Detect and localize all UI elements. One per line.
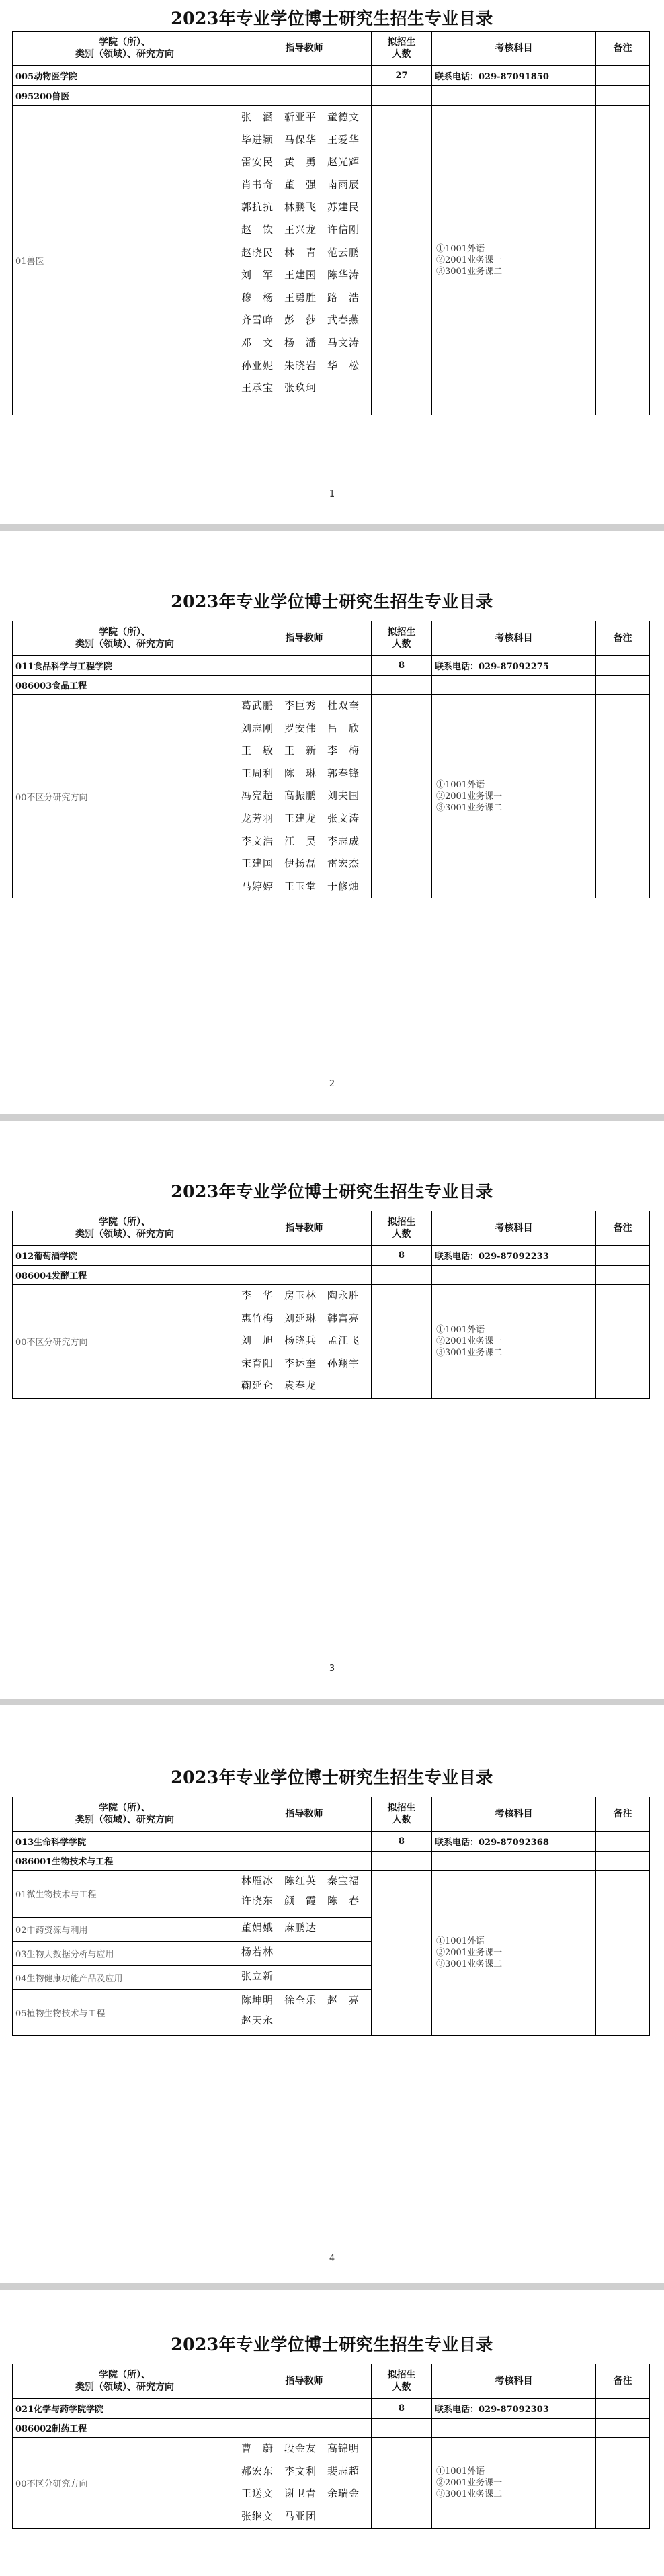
college-row (13, 1246, 650, 1266)
page-title: 2023年专业学位博士研究生招生专业目录 (171, 1768, 493, 1787)
header-tutor: 指导教师 (237, 32, 372, 66)
tutor-line: 王承宝 张玖珂 (241, 382, 317, 394)
direction-name: 04生物健康功能产品及应用 (13, 1966, 237, 1990)
page-title: 2023年专业学位博士研究生招生专业目录 (171, 9, 493, 28)
catalog-table (12, 1211, 650, 1399)
major-row (13, 1266, 650, 1285)
tutor-line: 林雁冰 陈红英 秦宝福 (241, 1875, 360, 1887)
header-dept: 学院（所）、 类别（领域）、研究方向 (13, 621, 237, 656)
table-header-row (13, 2364, 650, 2399)
header-remark: 备注 (596, 1211, 650, 1246)
tutor-line: 葛武鹏 李巨秀 杜双奎 (241, 699, 360, 712)
header-dept: 学院（所）、 类别（领域）、研究方向 (13, 1211, 237, 1246)
major-row (13, 2419, 650, 2438)
tutor-line: 曹 蔚 段金友 高锦明 (241, 2442, 360, 2454)
contact-phone: 联系电话：029-87092303 (432, 2399, 596, 2419)
tutor-line: 惠竹梅 刘延琳 韩富亮 (241, 1312, 360, 1324)
direction-name: 01微生物技术与工程 (13, 1871, 237, 1918)
direction-name: 01兽医 (13, 106, 237, 415)
table-header-row (13, 1797, 650, 1832)
tutor-line: 赵天永 (241, 2014, 274, 2026)
page-number: 2 (329, 1079, 335, 1089)
page-3 (0, 1121, 664, 1699)
tutor-line: 杨若林 (241, 1946, 274, 1958)
tutor-line: 龙芳羽 王建龙 张文涛 (241, 812, 360, 824)
college-row (13, 1832, 650, 1852)
tutor-line: 齐雪峰 彭 莎 武春燕 (241, 314, 360, 327)
direction-row (13, 106, 650, 415)
table-header-row (13, 1211, 650, 1246)
contact-phone: 联系电话：029-87092275 (432, 656, 596, 676)
header-exam: 考核科目 (432, 1797, 596, 1832)
direction-row (13, 1871, 650, 1918)
exam-subjects: ①1001外语 ②2001业务课一 ③3001业务课二 (432, 106, 596, 415)
page-title: 2023年专业学位博士研究生招生专业目录 (171, 2335, 493, 2354)
college-name: 011食品科学与工程学院 (13, 656, 237, 676)
tutor-line: 冯宪超 高振鹏 刘夫国 (241, 789, 360, 802)
page-2 (0, 531, 664, 1114)
header-remark: 备注 (596, 32, 650, 66)
college-row (13, 2399, 650, 2419)
page-title: 2023年专业学位博士研究生招生专业目录 (171, 1182, 493, 1201)
tutor-line: 马婷婷 王玉堂 于修烛 (241, 879, 360, 892)
tutor-line: 李 华 房玉林 陶永胜 (241, 1289, 360, 1301)
tutor-line: 王周利 陈 琳 郭春锋 (241, 767, 360, 779)
contact-phone: 联系电话：029-87092233 (432, 1246, 596, 1266)
tutor-list (237, 1285, 372, 1399)
tutor-list (237, 2438, 372, 2529)
quota-value: 8 (372, 2399, 432, 2419)
header-quota: 拟招生 人数 (372, 621, 432, 656)
tutor-line: 王 敏 王 新 李 梅 (241, 744, 360, 757)
direction-name: 00不区分研究方向 (13, 695, 237, 898)
tutor-line: 刘志刚 罗安伟 吕 欣 (241, 722, 360, 734)
direction-name: 03生物大数据分析与应用 (13, 1942, 237, 1966)
direction-name: 02中药资源与利用 (13, 1918, 237, 1942)
tutor-line: 邓 文 杨 潘 马文涛 (241, 336, 360, 349)
page-number: 4 (329, 2253, 335, 2264)
college-name: 005动物医学院 (13, 66, 237, 86)
exam-subjects: ①1001外语 ②2001业务课一 ③3001业务课二 (432, 2438, 596, 2529)
tutor-list (237, 1966, 372, 1990)
header-dept: 学院（所）、 类别（领域）、研究方向 (13, 32, 237, 66)
page-separator (0, 2283, 664, 2290)
header-tutor: 指导教师 (237, 621, 372, 656)
tutor-line: 陈坤明 徐全乐 赵 亮 (241, 1994, 360, 2006)
tutor-line: 王送文 谢卫青 余瑞金 (241, 2487, 360, 2500)
header-tutor: 指导教师 (237, 2364, 372, 2399)
catalog-table (12, 31, 650, 415)
tutor-line: 郝宏东 李文利 裴志超 (241, 2464, 360, 2477)
header-quota: 拟招生 人数 (372, 1797, 432, 1832)
catalog-table (12, 1797, 650, 2036)
header-remark: 备注 (596, 621, 650, 656)
tutor-list (237, 1942, 372, 1966)
college-row (13, 66, 650, 86)
tutor-list (237, 1871, 372, 1918)
tutor-line: 肖书奇 董 强 南雨辰 (241, 178, 360, 191)
page-5 (0, 2290, 664, 2576)
header-tutor: 指导教师 (237, 1797, 372, 1832)
tutor-line: 雷安民 黄 勇 赵光辉 (241, 156, 360, 169)
major-row (13, 1852, 650, 1871)
page-1 (0, 0, 664, 524)
header-dept: 学院（所）、 类别（领域）、研究方向 (13, 1797, 237, 1832)
header-quota: 拟招生 人数 (372, 32, 432, 66)
direction-name: 00不区分研究方向 (13, 2438, 237, 2529)
direction-name: 05植物生物技术与工程 (13, 1990, 237, 2036)
college-row (13, 656, 650, 676)
college-name: 012葡萄酒学院 (13, 1246, 237, 1266)
exam-subjects: ①1001外语 ②2001业务课一 ③3001业务课二 (432, 1871, 596, 2036)
tutor-line: 郭抗抗 林鹏飞 苏建民 (241, 201, 360, 214)
page-separator (0, 1114, 664, 1121)
tutor-line: 张 涵 靳亚平 童德文 (241, 111, 360, 123)
direction-row (13, 2438, 650, 2529)
direction-name: 00不区分研究方向 (13, 1285, 237, 1399)
quota-value: 8 (372, 656, 432, 676)
exam-subjects: ①1001外语 ②2001业务课一 ③3001业务课二 (432, 695, 596, 898)
tutor-line: 赵晓民 林 青 范云鹏 (241, 246, 360, 259)
header-exam: 考核科目 (432, 621, 596, 656)
tutor-line: 刘 军 王建国 陈华涛 (241, 269, 360, 282)
page-number: 1 (329, 489, 335, 499)
tutor-line: 许晓东 颜 霞 陈 春 (241, 1895, 360, 1907)
tutor-line: 张继文 马亚团 (241, 2509, 317, 2522)
tutor-line: 王建国 伊扬磊 雷宏杰 (241, 857, 360, 870)
contact-phone: 联系电话：029-87091850 (432, 66, 596, 86)
quota-value: 8 (372, 1832, 432, 1852)
major-name: 086003食品工程 (13, 676, 237, 695)
page-number: 3 (329, 1664, 335, 1674)
college-name: 021化学与药学院学院 (13, 2399, 237, 2419)
tutor-line: 李文浩 江 昊 李志成 (241, 834, 360, 847)
header-exam: 考核科目 (432, 32, 596, 66)
header-dept: 学院（所）、 类别（领域）、研究方向 (13, 2364, 237, 2399)
major-row (13, 86, 650, 106)
tutor-list (237, 1990, 372, 2036)
major-name: 086004发酵工程 (13, 1266, 237, 1285)
direction-row (13, 1285, 650, 1399)
header-exam: 考核科目 (432, 2364, 596, 2399)
table-header-row (13, 32, 650, 66)
table-header-row (13, 621, 650, 656)
tutor-line: 鞠延仑 袁春龙 (241, 1379, 317, 1392)
page-title: 2023年专业学位博士研究生招生专业目录 (171, 592, 493, 611)
tutor-line: 宋育阳 李运奎 孙翔宇 (241, 1357, 360, 1369)
tutor-line: 赵 钦 王兴龙 许信刚 (241, 223, 360, 236)
major-name: 086002制药工程 (13, 2419, 237, 2438)
college-name: 013生命科学学院 (13, 1832, 237, 1852)
page-separator (0, 1699, 664, 1705)
tutor-list (237, 695, 372, 898)
tutor-line: 毕进颖 马保华 王爱华 (241, 133, 360, 146)
header-remark: 备注 (596, 1797, 650, 1832)
quota-value: 27 (372, 66, 432, 86)
tutor-line: 张立新 (241, 1970, 274, 1982)
direction-row (13, 695, 650, 898)
page-separator (0, 524, 664, 531)
major-name: 095200兽医 (13, 86, 237, 106)
quota-value: 8 (372, 1246, 432, 1266)
tutor-list (237, 1918, 372, 1942)
catalog-table (12, 621, 650, 898)
major-row (13, 676, 650, 695)
tutor-line: 董娟娥 麻鹏达 (241, 1922, 317, 1934)
major-name: 086001生物技术与工程 (13, 1852, 237, 1871)
tutor-line: 刘 旭 杨晓兵 孟江飞 (241, 1334, 360, 1347)
contact-phone: 联系电话：029-87092368 (432, 1832, 596, 1852)
page-4 (0, 1705, 664, 2283)
header-quota: 拟招生 人数 (372, 2364, 432, 2399)
catalog-table (12, 2364, 650, 2529)
tutor-line: 孙亚妮 朱晓岩 华 松 (241, 359, 360, 372)
header-tutor: 指导教师 (237, 1211, 372, 1246)
exam-subjects: ①1001外语 ②2001业务课一 ③3001业务课二 (432, 1285, 596, 1399)
tutor-list (237, 106, 372, 415)
tutor-line: 穆 杨 王勇胜 路 浩 (241, 291, 360, 304)
header-exam: 考核科目 (432, 1211, 596, 1246)
header-remark: 备注 (596, 2364, 650, 2399)
header-quota: 拟招生 人数 (372, 1211, 432, 1246)
